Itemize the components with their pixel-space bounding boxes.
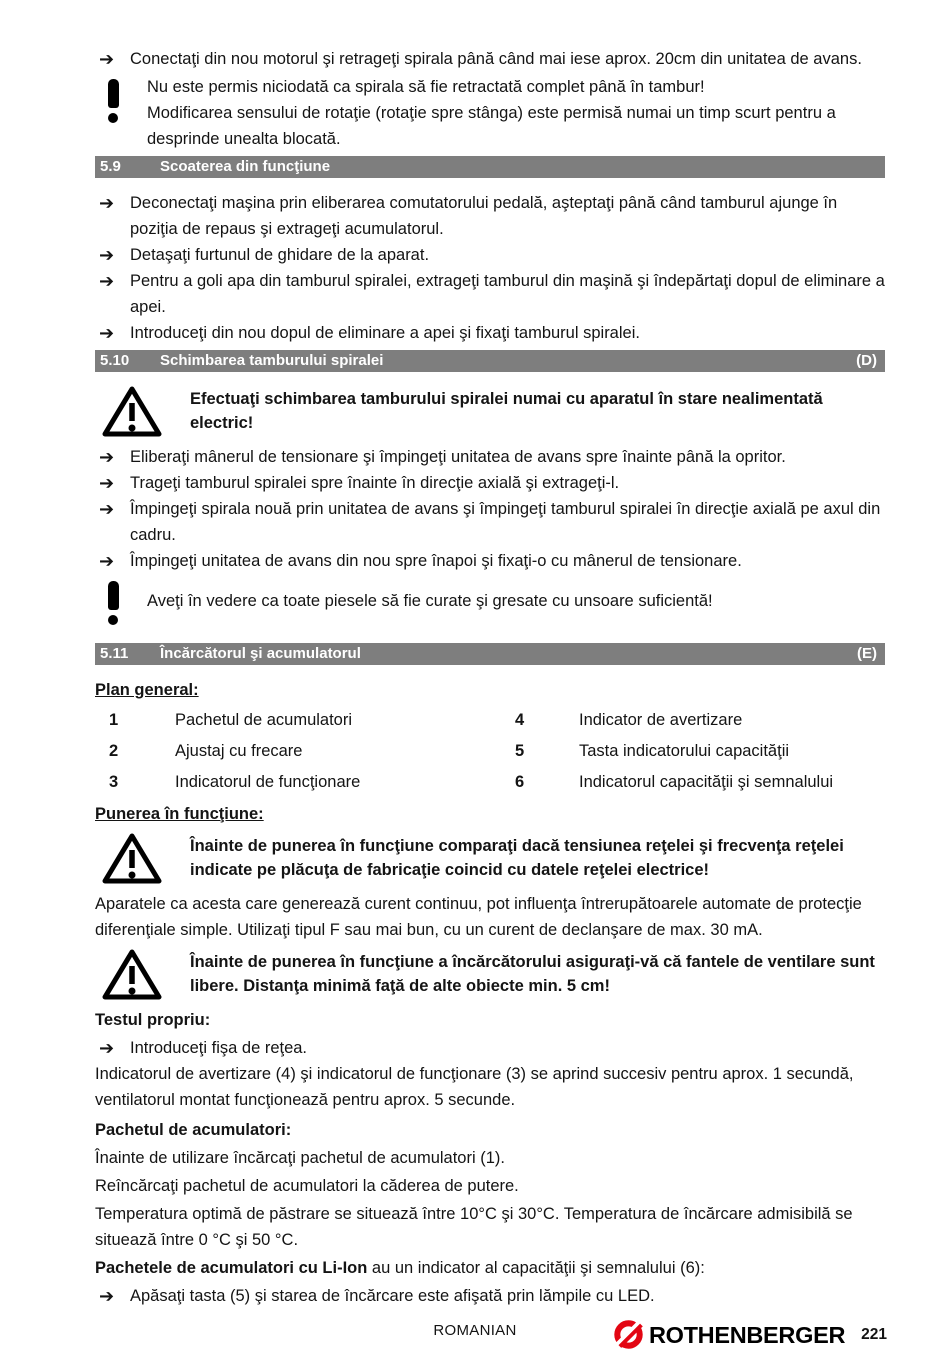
warning-block (101, 831, 885, 885)
brand-wordmark: ROTHENBERGER (648, 1321, 846, 1348)
overview-item-label: Indicatorul de funcţionare (175, 773, 361, 791)
arrow-bullet-icon: ➔ (99, 1286, 115, 1306)
overview-list (95, 707, 885, 795)
exclamation-bar (108, 79, 119, 108)
overview-item-label: Tasta indicatorului capacităţii (579, 742, 790, 760)
self-test-heading: Testul propriu: (95, 1011, 211, 1029)
exclamation-icon (105, 576, 121, 625)
section-header-5-9 (95, 156, 885, 178)
overview-item-number: 3 (109, 773, 119, 791)
page-number: 221 (861, 1325, 887, 1343)
instruction-item (95, 320, 885, 346)
exclamation-dot (108, 615, 118, 625)
paragraph: Înainte de utilizare încărcaţi pachetul de acumulatori (1). (95, 1149, 505, 1167)
arrow-bullet-icon: ➔ (99, 245, 115, 265)
arrow-bullet-icon: ➔ (99, 473, 115, 493)
instruction-text: Împingeţi unitatea de avans din nou spre înapoi şi fixaţi-o cu mânerul de tensionare. (130, 552, 742, 570)
instruction-item (95, 496, 885, 548)
footer-brand-area (613, 1319, 887, 1350)
overview-item-label: Pachetul de acumulatori (175, 711, 353, 729)
section-number: 5.9 (100, 158, 121, 175)
note-line: Modificarea sensului de rotaţie (rotaţie spre stânga) este permisă numai un timp scurt pentru a desprinde unealta blocată. (147, 104, 836, 148)
warning-triangle-icon (101, 384, 163, 438)
note-line: Nu este permis niciodată ca spirala să fie retractată complet până în tambur! (147, 78, 705, 96)
arrow-bullet-icon: ➔ (99, 49, 115, 69)
instruction-item (95, 268, 885, 320)
warning-triangle-icon (101, 947, 163, 1001)
battery-heading: Pachetul de acumulatori: (95, 1121, 292, 1139)
rothenberger-logo-icon (613, 1319, 644, 1350)
arrow-bullet-icon: ➔ (99, 447, 115, 467)
instruction-item (95, 444, 885, 470)
section-title: Încărcătorul şi acumulatorul (160, 645, 361, 662)
overview-item-label: Ajustaj cu frecare (175, 742, 303, 760)
overview-item-number: 1 (109, 711, 119, 729)
warning-block (101, 384, 885, 438)
note-text (147, 588, 885, 614)
exclamation-dot (108, 113, 118, 123)
paragraph: Indicatorul de avertizare (4) şi indicatorul de funcţionare (3) se aprind succesiv pentru aprox. 1 secundă, ventilatorul montat funcţionează pentru aprox. 5 secunde. (95, 1065, 854, 1109)
liion-lead-text: Pachetele de acumulatori cu Li-Ion (95, 1259, 368, 1277)
overview-item-number: 4 (515, 711, 525, 729)
instruction-item (95, 242, 885, 268)
section-number: 5.10 (100, 352, 130, 369)
liion-rest-text: au un indicator al capacităţii şi semnalului (6): (367, 1259, 705, 1277)
arrow-bullet-icon: ➔ (99, 323, 115, 343)
instruction-text: Eliberaţi mânerul de tensionare şi împingeţi unitatea de avans spre înainte până la opritor. (130, 448, 786, 466)
rothenberger-logo (613, 1319, 845, 1350)
section-figure-ref: (E) (857, 645, 877, 662)
note-line: Aveţi în vedere ca toate piesele să fie curate şi gresate cu unsoare suficientă! (147, 591, 713, 610)
warning-triangle-icon (101, 831, 163, 885)
section-figure-ref: (D) (856, 352, 877, 369)
warning-block (101, 947, 885, 1001)
footer-language: ROMANIAN (433, 1322, 517, 1339)
section-header-5-10 (95, 350, 885, 372)
overview-item-number: 5 (515, 742, 525, 760)
arrow-bullet-icon: ➔ (99, 1038, 115, 1058)
page-footer (0, 1310, 950, 1352)
instruction-item (95, 46, 885, 72)
startup-heading: Punerea în funcţiune: (95, 805, 264, 823)
arrow-bullet-icon: ➔ (99, 499, 115, 519)
caution-note (105, 576, 885, 625)
note-text (147, 74, 885, 152)
overview-heading: Plan general: (95, 681, 199, 699)
overview-item-number: 2 (109, 742, 119, 760)
caution-note (105, 74, 885, 152)
overview-item-label: Indicatorul capacităţii şi semnalului (579, 773, 834, 791)
warning-text: Efectuaţi schimbarea tamburului spiralei numai cu aparatul în stare nealimentată electric! (190, 390, 823, 432)
instruction-item (95, 470, 885, 496)
paragraph: Reîncărcaţi pachetul de acumulatori la căderea de putere. (95, 1177, 519, 1195)
section-number: 5.11 (100, 645, 129, 662)
section-header-5-11 (95, 643, 885, 665)
instruction-text: Trageţi tamburul spiralei spre înainte în direcţie axială şi extrageţi-l. (130, 474, 620, 492)
overview-item-number: 6 (515, 773, 525, 791)
instruction-item (95, 190, 885, 242)
paragraph: Aparatele ca acesta care generează curent continuu, pot influenţa întrerupătoarele automate de protecţie diferenţiale simple. Utilizaţi tipul F sau mai bun, cu un curent de declanşare de max. 30 mA. (95, 895, 862, 939)
instruction-text: Împingeţi spirala nouă prin unitatea de avans şi împingeţi tamburul spiralei în direcţie axială pe axul din cadru. (130, 500, 881, 544)
instruction-text: Detaşaţi furtunul de ghidare de la aparat. (130, 246, 430, 264)
section-title: Scoaterea din funcţiune (160, 158, 331, 175)
paragraph: Temperatura optimă de păstrare se situează între 10°C şi 30°C. Temperatura de încărcare admisibilă se situează între 0 °C şi 50 °C. (95, 1205, 853, 1249)
instruction-text: Conectaţi din nou motorul şi retrageţi spirala până când mai iese aprox. 20cm din unitatea de avans. (130, 50, 862, 68)
instruction-text: Introduceţi din nou dopul de eliminare a apei şi fixaţi tamburul spiralei. (130, 324, 640, 342)
arrow-bullet-icon: ➔ (99, 551, 115, 571)
section-title: Schimbarea tamburului spiralei (160, 352, 384, 369)
exclamation-icon (105, 74, 121, 152)
instruction-text: Introduceţi fişa de reţea. (130, 1039, 308, 1057)
instruction-item (95, 548, 885, 574)
overview-item-label: Indicator de avertizare (579, 711, 743, 729)
instruction-item (95, 1283, 885, 1309)
instruction-text: Deconectaţi maşina prin eliberarea comutatorului pedală, aşteptaţi până când tamburul ajunge în poziţia de repaus şi extrageţi acumulatorul. (130, 194, 838, 238)
warning-text: Înainte de punerea în funcţiune a încărcătorului asiguraţi-vă că fantele de ventilare sunt libere. Distanţa minimă faţă de alte obiecte min. 5 cm! (190, 953, 875, 995)
arrow-bullet-icon: ➔ (99, 271, 115, 291)
instruction-item (95, 1035, 885, 1061)
instruction-text: Pentru a goli apa din tamburul spiralei, extrageţi tamburul din maşină şi îndepărtaţi dopul de eliminare a apei. (130, 272, 885, 316)
arrow-bullet-icon: ➔ (99, 193, 115, 213)
instruction-text: Apăsaţi tasta (5) şi starea de încărcare este afişată prin lămpile cu LED. (130, 1287, 655, 1305)
warning-text: Înainte de punerea în funcţiune comparaţi dacă tensiunea reţelei şi frecvenţa reţelei indicate pe plăcuţa de fabricaţie coincid cu datele reţelei electrice! (190, 837, 844, 879)
exclamation-bar (108, 581, 119, 610)
liion-paragraph (95, 1255, 885, 1281)
